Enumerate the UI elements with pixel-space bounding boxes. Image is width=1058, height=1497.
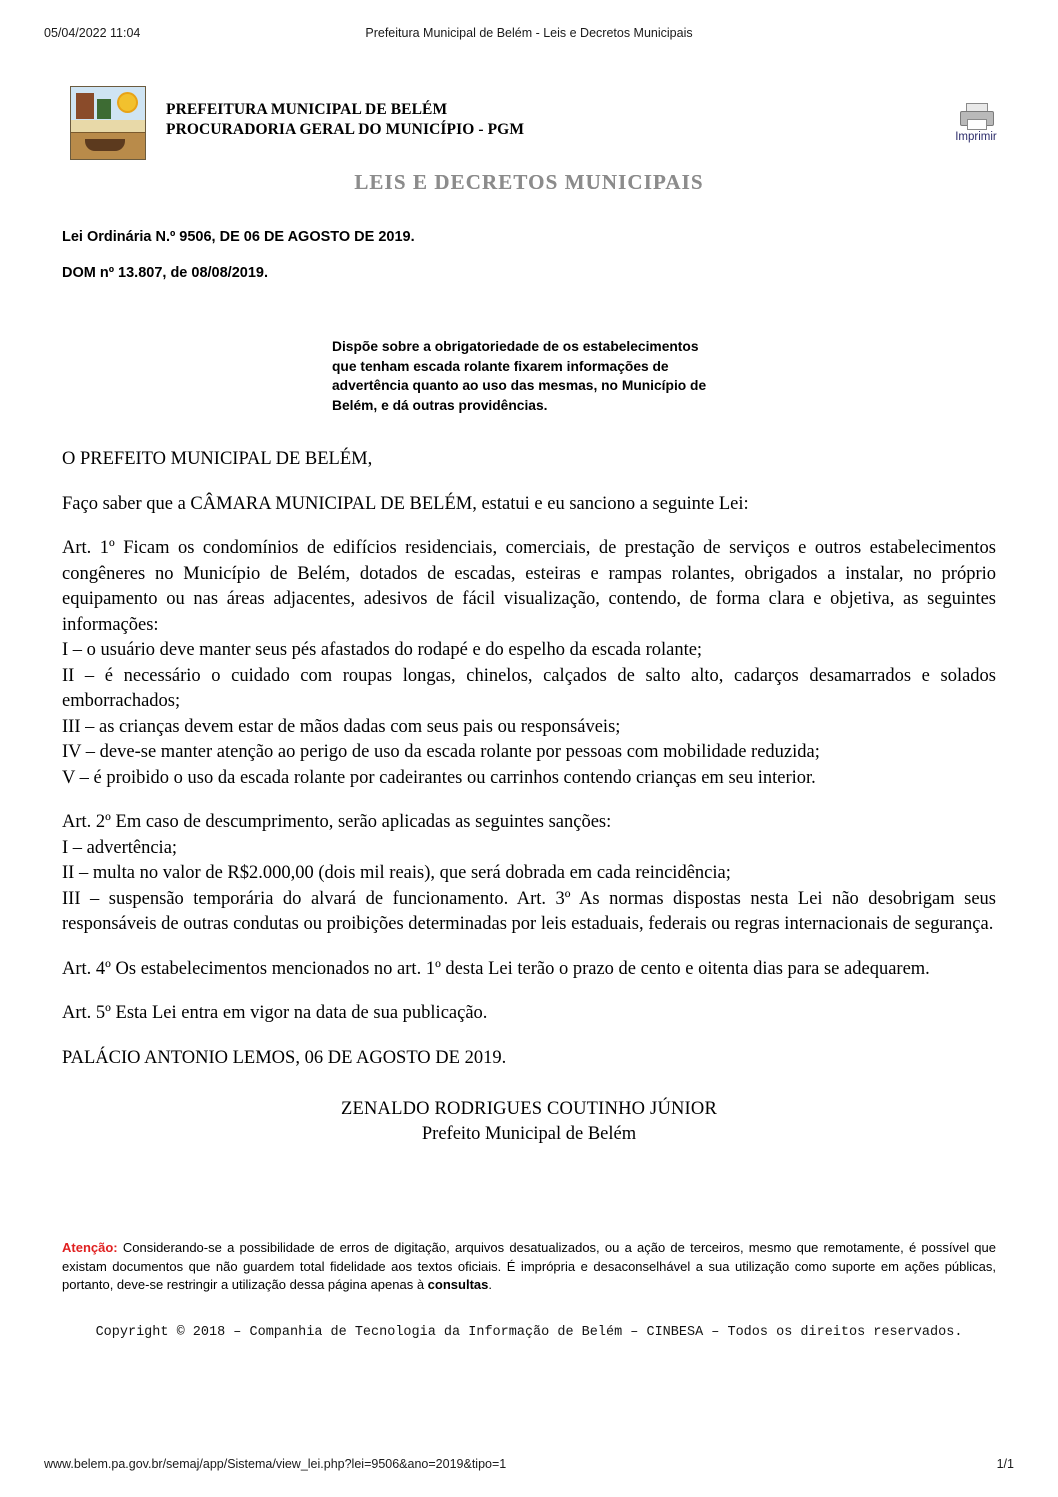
article-1-item-i: I – o usuário deve manter seus pés afastados do rodapé e do espelho da escada rolante; — [62, 640, 703, 660]
disclaimer-text: Considerando-se a possibilidade de erros de digitação, arquivos desatualizados, ou a ação de terceiros, mesmo que remotamente, é possível que existam documentos que não guardem total fidelidade aos textos oficiais. É imprópria e desaconselhável a sua utilização como suporte em ações públicas, portanto, deve-se restringir a utilização dessa página apenas à — [62, 1240, 996, 1292]
signer-role: Prefeito Municipal de Belém — [421, 1124, 637, 1144]
preamble-2: Faço saber que a CÂMARA MUNICIPAL DE BELÉM, estatui e eu sanciono a seguinte Lei: — [62, 493, 749, 514]
disclaimer — [62, 1239, 996, 1295]
article-1-item-ii: II – é necessário o cuidado com roupas longas, chinelos, calçados de salto alto, cadarços desamarrados e solados emborrachados; — [62, 665, 996, 711]
dom-line: DOM nº 13.807, de 08/08/2019. — [62, 265, 268, 281]
article-2-item-iii: III – suspensão temporária do alvará de funcionamento. Art. 3º As normas dispostas nesta Lei não desobrigam seus responsáveis de outras condutas ou proibições determinadas por leis estaduais, federais ou regras internacionais de segurança. — [62, 888, 996, 934]
article-1: Art. 1º Ficam os condomínios de edifícios residenciais, comerciais, de prestação de serviços e outros estabelecimentos congêneres no Município de Belém, dotados de escadas, esteiras e rampas rolantes, obrigados a instalar, no próprio equipamento ou nas áreas adjacentes, adesivos de fácil visualização, contendo, de forma clara e objetiva, as seguintes informações: — [62, 538, 996, 635]
print-header-datetime: 05/04/2022 11:04 — [44, 26, 141, 40]
page-title: LEIS E DECRETOS MUNICIPAIS — [354, 170, 704, 194]
print-footer-page: 1/1 — [996, 1457, 1014, 1471]
ementa: Dispõe sobre a obrigatoriedade de os estabelecimentos que tenham escada rolante fixarem informações de advertência quanto ao uso das mesmas, no Município de Belém, e dá outras providências. — [332, 339, 707, 413]
disclaimer-bold-word: consultas — [427, 1277, 489, 1292]
article-1-item-v: V – é proibido o uso da escada rolante por cadeirantes ou carrinhos contendo crianças em seu interior. — [62, 767, 816, 788]
article-2-item-ii: II – multa no valor de R$2.000,00 (dois mil reais), que será dobrada em cada reincidência; — [62, 863, 731, 883]
copyright: Copyright © 2018 – Companhia de Tecnologia da Informação de Belém – CINBESA – Todos os direitos reservados. — [95, 1324, 963, 1340]
print-footer-url: www.belem.pa.gov.br/semaj/app/Sistema/view_lei.php?lei=9506&ano=2019&tipo=1 — [44, 1457, 507, 1471]
palacio-line: PALÁCIO ANTONIO LEMOS, 06 DE AGOSTO DE 2019. — [62, 1047, 507, 1068]
article-1-item-iv: IV – deve-se manter atenção ao perigo de uso da escada rolante por pessoas com mobilidade reduzida; — [62, 742, 820, 762]
coat-of-arms-icon — [70, 86, 146, 160]
signer-name: ZENALDO RODRIGUES COUTINHO JÚNIOR — [340, 1099, 718, 1119]
document-meta — [62, 229, 1058, 281]
article-2-block — [62, 810, 996, 938]
browser-print-header — [0, 26, 1058, 42]
printer-icon — [958, 102, 994, 130]
signature-block — [62, 1097, 996, 1147]
preamble-1: O PREFEITO MUNICIPAL DE BELÉM, — [62, 449, 373, 469]
law-body — [62, 447, 996, 1147]
disclaimer-label: Atenção: — [62, 1240, 118, 1255]
article-2: Art. 2º Em caso de descumprimento, serão aplicadas as seguintes sanções: — [62, 812, 612, 832]
article-2-item-i: I – advertência; — [62, 837, 178, 858]
masthead — [0, 70, 1058, 156]
disclaimer-text-end: . — [488, 1277, 492, 1292]
masthead-line-2: PROCURADORIA GERAL DO MUNICÍPIO - PGM — [166, 121, 525, 138]
masthead-text — [166, 100, 524, 140]
masthead-line-1: PREFEITURA MUNICIPAL DE BELÉM — [166, 101, 448, 118]
article-5: Art. 5º Esta Lei entra em vigor na data de sua publicação. — [62, 1003, 488, 1023]
print-header-title: Prefeitura Municipal de Belém - Leis e Decretos Municipais — [365, 26, 693, 40]
law-number-line: Lei Ordinária N.º 9506, DE 06 DE AGOSTO DE 2019. — [62, 229, 415, 245]
article-4: Art. 4º Os estabelecimentos mencionados no art. 1º desta Lei terão o prazo de cento e oitenta dias para se adequarem. — [62, 958, 930, 979]
document-page — [0, 70, 1058, 1342]
article-1-block — [62, 536, 996, 791]
print-button[interactable] — [946, 102, 1006, 143]
article-1-item-iii: III – as crianças devem estar de mãos dadas com seus pais ou responsáveis; — [62, 716, 621, 737]
print-button-label: Imprimir — [955, 131, 997, 143]
browser-print-footer — [0, 1457, 1058, 1473]
